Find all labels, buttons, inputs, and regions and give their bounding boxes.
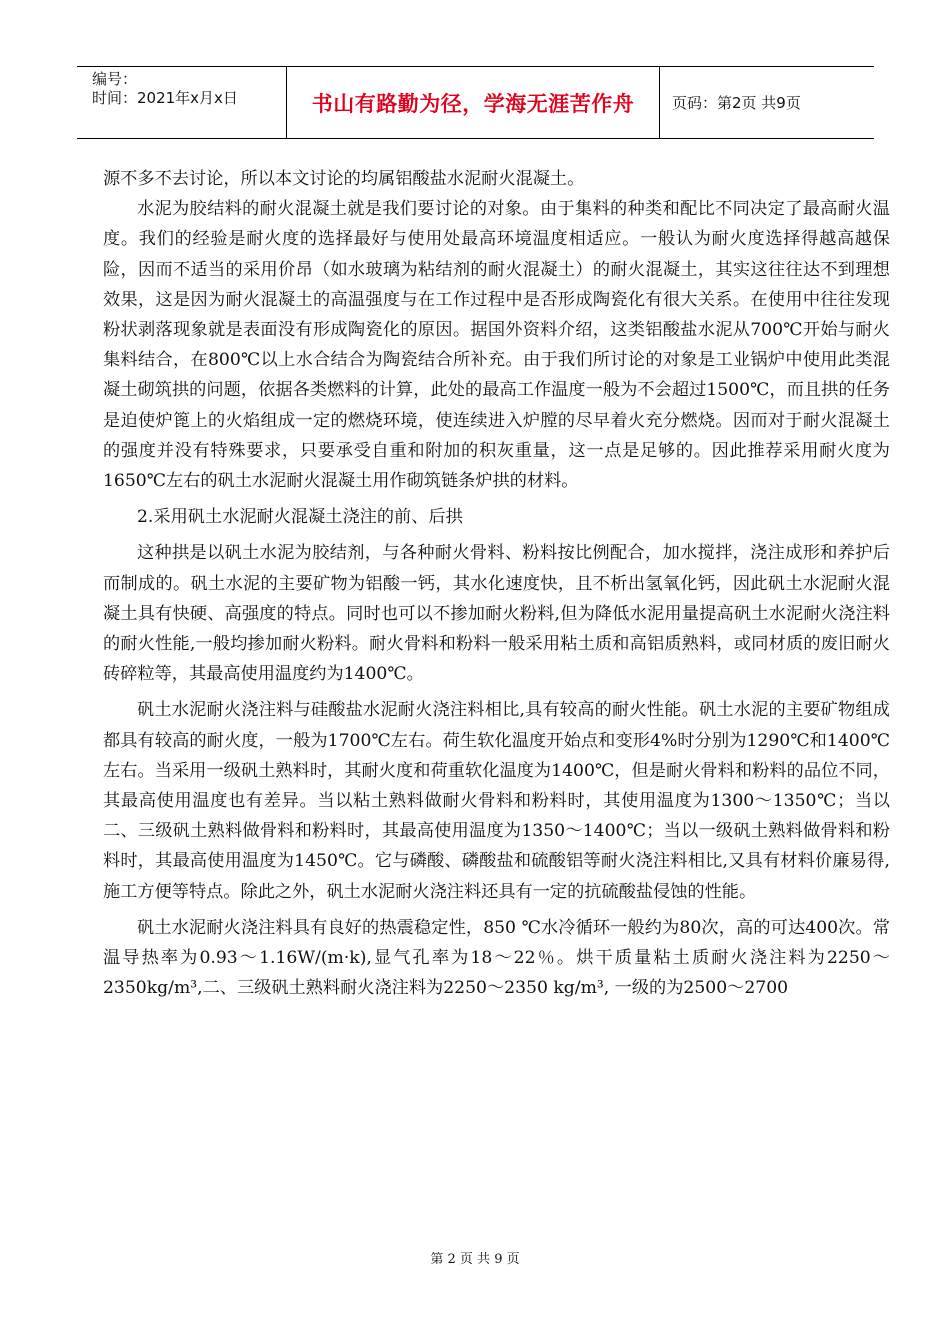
section-heading: 2.采用矾土水泥耐火混凝土浇注的前、后拱	[137, 507, 463, 528]
paragraph: 这种拱是以矾土水泥为胶结剂，与各种耐火骨料、粉料按比例配合，加水搅拌，浇注成形和养护后而制成的。矾土水泥的主要矿物为铝酸一钙，其水化速度快，且不析出氢氧化钙，因此矾土水泥耐火混凝土具有快硬、高强度的特点。同时也可以不掺加耐火粉料,但为降低水泥用量提高矾土水泥耐火浇注料的耐火性能,一般均掺加耐火粉料。耐火骨料和粉料一般采用粘土质和高铝质熟料，或同材质的废旧耐火砖碎粒等，其最高使用温度约为1400℃。	[103, 543, 890, 685]
header-meta	[77, 67, 287, 138]
paragraph: 水泥为胶结料的耐火混凝土就是我们要讨论的对象。由于集料的种类和配比不同决定了最高耐火温度。我们的经验是耐火度的选择最好与使用处最高环境温度相适应。一般认为耐火度选择得越高越保险，因而不适当的采用价昂（如水玻璃为粘结剂的耐火混凝土）的耐火混凝土，其实这往往达不到理想效果，这是因为耐火混凝土的高温强度与在工作过程中是否形成陶瓷化有很大关系。在使用中往往发现粉状剥落现象就是表面没有形成陶瓷化的原因。据国外资料介绍，这类铝酸盐水泥从700℃开始与耐火集料结合，在800℃以上水合结合为陶瓷结合所补充。由于我们所讨论的对象是工业锅炉中使用此类混凝土砌筑拱的问题，依据各类燃料的计算，此处的最高工作温度一般为不会超过1500℃，而且拱的任务是迫使炉篦上的火焰组成一定的燃烧环境，使连续进入炉膛的尽早着火充分燃烧。因而对于耐火混凝土的强度并没有特殊要求，只要承受自重和附加的积灰重量，这一点是足够的。因此推荐采用耐火度为1650℃左右的矾土水泥耐火混凝土用作砌筑链条炉拱的材料。	[103, 199, 890, 492]
page-header	[77, 66, 874, 139]
paragraph: 矾土水泥耐火浇注料具有良好的热震稳定性，850 ℃水冷循环一般约为80次，高的可达400次。常温导热率为0.93～1.16W/(m·k),显气孔率为18～22％。烘干质量粘土质耐火浇注料为2250～2350kg/m³,二、三级矾土熟料耐火浇注料为2250～2350 kg/m³, 一级的为2500～2700	[103, 917, 890, 999]
header-motto: 书山有路勤为径，学海无涯苦作舟	[287, 67, 660, 138]
paragraph: 矾土水泥耐火浇注料与硅酸盐水泥耐火浇注料相比,具有较高的耐火性能。矾土水泥的主要矿物组成都具有较高的耐火度，一般为1700℃左右。荷生软化温度开始点和变形4%时分别为1290℃和1400℃左右。当采用一级矾土熟料时，其耐火度和荷重软化温度为1400℃，但是耐火骨料和粉料的品位不同，其最高使用温度也有差异。当以粘土熟料做耐火骨料和粉料时，其使用温度为1300～1350℃；当以二、三级矾土熟料做骨料和粉料时，其最高使用温度为1350～1400℃；当以一级矾土熟料做骨料和粉料时，其最高使用温度为1450℃。它与磷酸、磷酸盐和硫酸铝等耐火浇注料相比,又具有材料价廉易得,施工方便等特点。除此之外，矾土水泥耐火浇注料还具有一定的抗硫酸盐侵蚀的性能。	[103, 700, 890, 902]
document-number-label: 编号：	[92, 70, 138, 88]
header-page-label: 页码：第2页 共9页	[672, 94, 801, 112]
paragraph-continuation: 源不多不去讨论，所以本文讨论的均属铝酸盐水泥耐火混凝土。	[103, 169, 585, 189]
page-footer: 第 2 页 共 9 页	[430, 1252, 520, 1267]
document-time-label: 时间：2021年x月x日	[92, 89, 238, 107]
document-body	[103, 164, 890, 1003]
